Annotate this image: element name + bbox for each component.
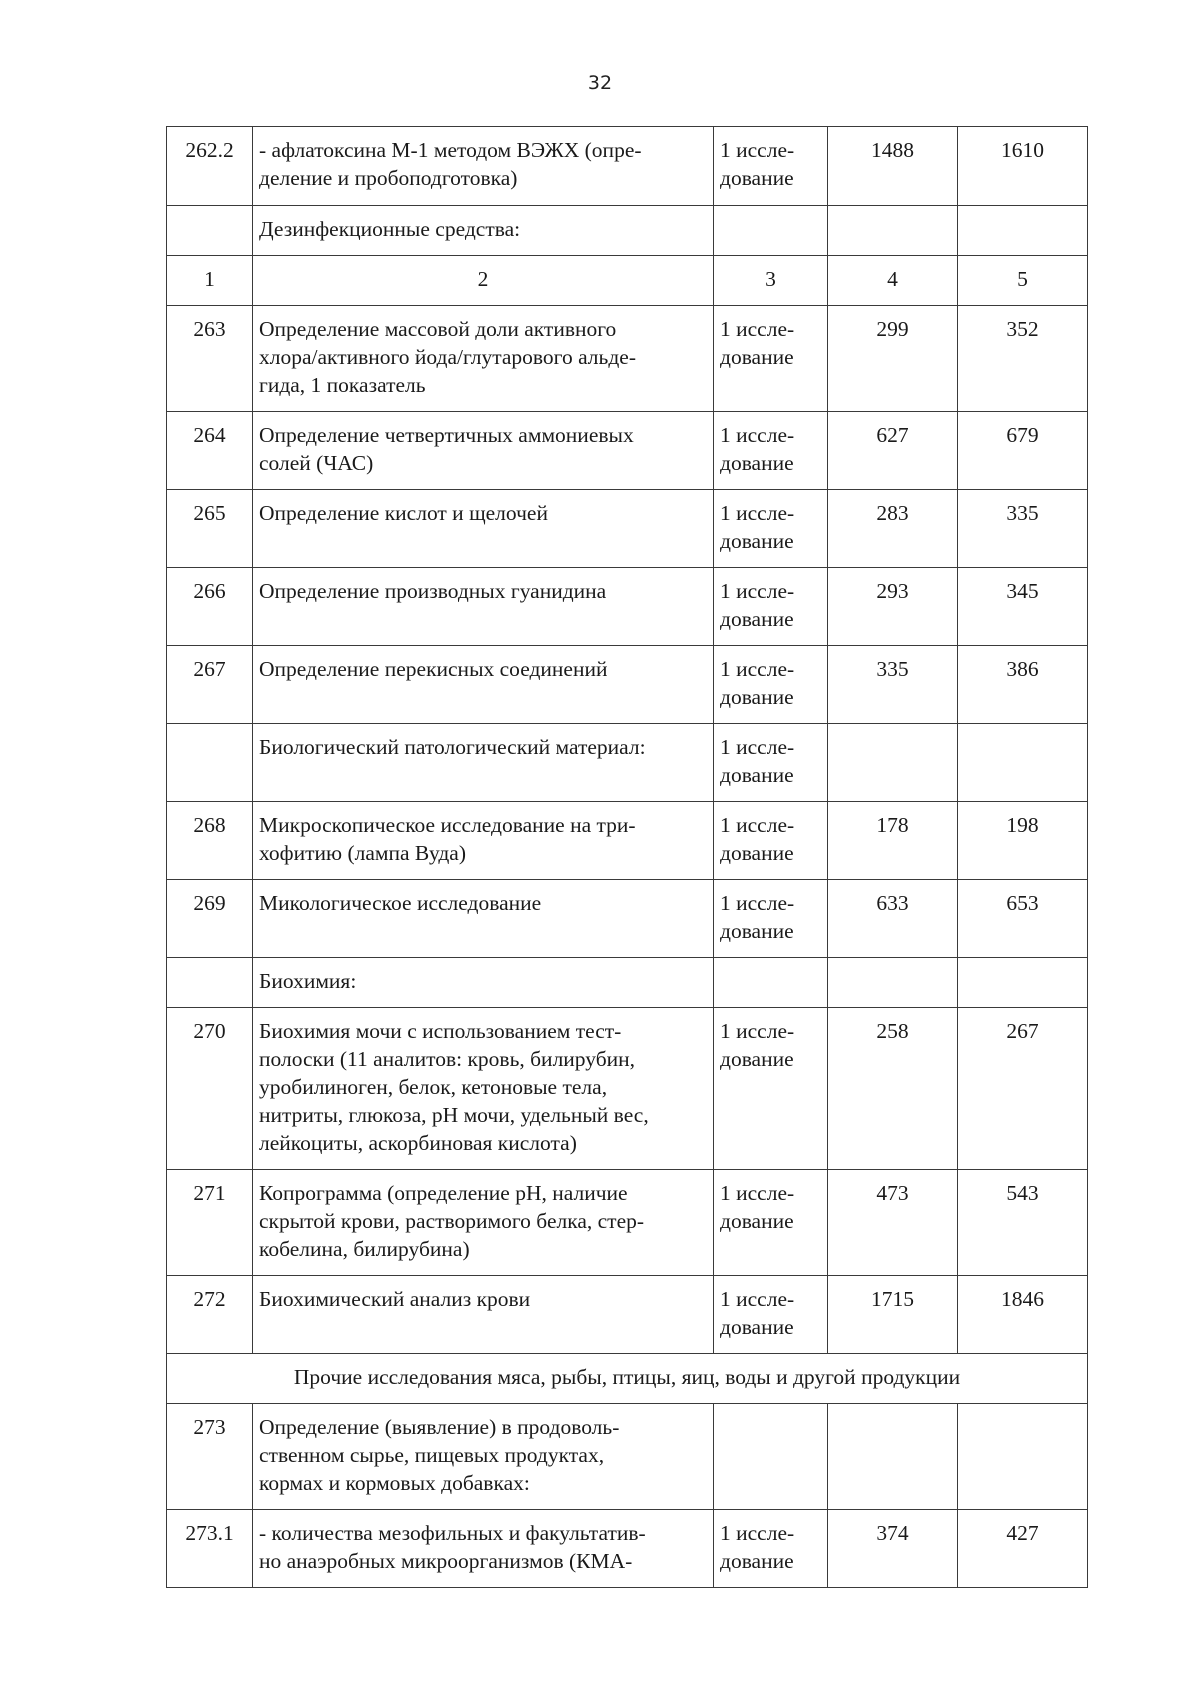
text-line: кобелина, билирубина) bbox=[259, 1237, 470, 1261]
unit-cell bbox=[714, 646, 828, 724]
text-line: 1 иссле- bbox=[720, 138, 795, 162]
text-line: дование bbox=[720, 1209, 794, 1233]
text-line: 1 иссле- bbox=[720, 1521, 795, 1545]
text-line: 1 иссле- bbox=[720, 501, 795, 525]
text-line: 1 иссле- bbox=[720, 735, 795, 759]
text-line: Микологическое исследование bbox=[259, 891, 542, 915]
item-number-cell: 273.1 bbox=[167, 1510, 253, 1588]
table-row bbox=[167, 880, 1088, 958]
text-line: Биологический патологический материал: bbox=[259, 735, 646, 759]
text-line: хлора/активного йода/глутарового альде- bbox=[259, 345, 636, 369]
item-number-cell: 270 bbox=[167, 1008, 253, 1170]
item-name-cell bbox=[253, 1510, 714, 1588]
text-line: ственном сырье, пищевых продуктах, bbox=[259, 1443, 605, 1467]
text-line: скрытой крови, растворимого белка, стер- bbox=[259, 1209, 645, 1233]
item-number-cell: 264 bbox=[167, 412, 253, 490]
table-row bbox=[167, 1008, 1088, 1170]
item-number-cell: 266 bbox=[167, 568, 253, 646]
unit-cell bbox=[714, 1404, 828, 1510]
unit-cell bbox=[714, 958, 828, 1008]
text-line: дование bbox=[720, 1549, 794, 1573]
text-line: кормах и кормовых добавках: bbox=[259, 1471, 530, 1495]
text-line: солей (ЧАС) bbox=[259, 451, 374, 475]
text-line: нитриты, глюкоза, pH мочи, удельный вес, bbox=[259, 1103, 649, 1127]
price-cell: 543 bbox=[958, 1170, 1088, 1276]
price-cell: 1715 bbox=[828, 1276, 958, 1354]
unit-cell bbox=[714, 412, 828, 490]
unit-cell bbox=[714, 880, 828, 958]
text-line: дование bbox=[720, 841, 794, 865]
table-row bbox=[167, 1404, 1088, 1510]
text-line: 1 иссле- bbox=[720, 657, 795, 681]
price-cell: 1846 bbox=[958, 1276, 1088, 1354]
column-number-cell: 4 bbox=[828, 256, 958, 306]
text-line: Определение (выявление) в продоволь- bbox=[259, 1415, 620, 1439]
price-cell: 374 bbox=[828, 1510, 958, 1588]
text-line: 1 иссле- bbox=[720, 813, 795, 837]
column-number-row bbox=[167, 256, 1088, 306]
text-line: Определение производных гуанидина bbox=[259, 579, 607, 603]
price-cell bbox=[958, 958, 1088, 1008]
text-line: 1 иссле- bbox=[720, 1181, 795, 1205]
text-line: дование bbox=[720, 166, 794, 190]
text-line: хофитию (лампа Вуда) bbox=[259, 841, 467, 865]
text-line: дование bbox=[720, 529, 794, 553]
price-cell: 299 bbox=[828, 306, 958, 412]
price-cell bbox=[828, 1404, 958, 1510]
text-line: дование bbox=[720, 345, 794, 369]
section-heading-cell bbox=[167, 1354, 1088, 1404]
price-cell: 293 bbox=[828, 568, 958, 646]
unit-cell bbox=[714, 306, 828, 412]
price-cell bbox=[828, 958, 958, 1008]
unit-cell bbox=[714, 1510, 828, 1588]
table-body bbox=[167, 127, 1088, 1588]
column-number-cell: 5 bbox=[958, 256, 1088, 306]
table-row bbox=[167, 127, 1088, 206]
unit-cell bbox=[714, 1008, 828, 1170]
text-line: Определение перекисных соединений bbox=[259, 657, 608, 681]
price-cell: 345 bbox=[958, 568, 1088, 646]
table-row bbox=[167, 724, 1088, 802]
price-cell: 283 bbox=[828, 490, 958, 568]
text-line: деление и пробоподготовка) bbox=[259, 166, 518, 190]
price-cell: 627 bbox=[828, 412, 958, 490]
unit-cell bbox=[714, 1276, 828, 1354]
text-line: Биохимия мочи с использованием тест- bbox=[259, 1019, 622, 1043]
text-line: - афлатоксина М-1 методом ВЭЖХ (опре- bbox=[259, 138, 642, 162]
table-row bbox=[167, 306, 1088, 412]
section-heading-cell bbox=[253, 958, 714, 1008]
table-row bbox=[167, 1510, 1088, 1588]
unit-cell bbox=[714, 490, 828, 568]
price-cell: 1610 bbox=[958, 127, 1088, 206]
text-line: 1 иссле- bbox=[720, 423, 795, 447]
table-row bbox=[167, 568, 1088, 646]
text-line: 1 иссле- bbox=[720, 317, 795, 341]
column-number-cell: 2 bbox=[253, 256, 714, 306]
text-line: 1 иссле- bbox=[720, 1019, 795, 1043]
item-name-cell bbox=[253, 1170, 714, 1276]
text-line: 1 иссле- bbox=[720, 891, 795, 915]
text-line: Определение массовой доли активного bbox=[259, 317, 617, 341]
text-line: Определение четвертичных аммониевых bbox=[259, 423, 634, 447]
item-number-cell bbox=[167, 206, 253, 256]
item-number-cell: 262.2 bbox=[167, 127, 253, 206]
text-line: уробилиноген, белок, кетоновые тела, bbox=[259, 1075, 608, 1099]
text-line: Микроскопическое исследование на три- bbox=[259, 813, 636, 837]
price-cell: 427 bbox=[958, 1510, 1088, 1588]
section-row bbox=[167, 206, 1088, 256]
text-line: полоски (11 аналитов: кровь, билирубин, bbox=[259, 1047, 636, 1071]
text-line: 1 иссле- bbox=[720, 579, 795, 603]
section-row bbox=[167, 958, 1088, 1008]
unit-cell bbox=[714, 568, 828, 646]
item-number-cell: 267 bbox=[167, 646, 253, 724]
text-line: лейкоциты, аскорбиновая кислота) bbox=[259, 1131, 577, 1155]
item-name-cell bbox=[253, 1008, 714, 1170]
price-table bbox=[166, 126, 1088, 1588]
item-number-cell: 268 bbox=[167, 802, 253, 880]
text-line: дование bbox=[720, 451, 794, 475]
column-number-cell: 1 bbox=[167, 256, 253, 306]
column-number-cell: 3 bbox=[714, 256, 828, 306]
price-cell: 679 bbox=[958, 412, 1088, 490]
text-line: Биохимический анализ крови bbox=[259, 1287, 531, 1311]
table-row bbox=[167, 412, 1088, 490]
text-line: дование bbox=[720, 919, 794, 943]
item-name-cell bbox=[253, 880, 714, 958]
text-line: дование bbox=[720, 685, 794, 709]
page-number: 32 bbox=[587, 72, 613, 94]
item-number-cell: 263 bbox=[167, 306, 253, 412]
table-row bbox=[167, 1276, 1088, 1354]
price-cell: 352 bbox=[958, 306, 1088, 412]
price-cell: 258 bbox=[828, 1008, 958, 1170]
price-cell bbox=[828, 206, 958, 256]
table-row bbox=[167, 802, 1088, 880]
item-name-cell bbox=[253, 412, 714, 490]
item-name-cell bbox=[253, 724, 714, 802]
price-cell bbox=[958, 1404, 1088, 1510]
unit-cell bbox=[714, 127, 828, 206]
text-line: Дезинфекционные средства: bbox=[259, 217, 521, 241]
price-cell: 653 bbox=[958, 880, 1088, 958]
text-line: но анаэробных микроорганизмов (КМА- bbox=[259, 1549, 633, 1573]
item-number-cell bbox=[167, 958, 253, 1008]
text-line: Прочие исследования мяса, рыбы, птицы, яиц, воды и другой продукции bbox=[293, 1365, 961, 1389]
price-cell: 335 bbox=[828, 646, 958, 724]
item-name-cell bbox=[253, 1404, 714, 1510]
table-row bbox=[167, 1170, 1088, 1276]
table-row bbox=[167, 490, 1088, 568]
item-name-cell bbox=[253, 646, 714, 724]
price-cell bbox=[958, 724, 1088, 802]
text-line: 1 иссле- bbox=[720, 1287, 795, 1311]
section-heading-cell bbox=[253, 206, 714, 256]
item-number-cell: 265 bbox=[167, 490, 253, 568]
unit-cell bbox=[714, 206, 828, 256]
text-line: дование bbox=[720, 1315, 794, 1339]
price-cell: 473 bbox=[828, 1170, 958, 1276]
text-line: Копрограмма (определение pH, наличие bbox=[259, 1181, 628, 1205]
price-cell: 267 bbox=[958, 1008, 1088, 1170]
unit-cell bbox=[714, 724, 828, 802]
price-cell bbox=[828, 724, 958, 802]
price-cell: 335 bbox=[958, 490, 1088, 568]
item-name-cell bbox=[253, 127, 714, 206]
text-line: дование bbox=[720, 763, 794, 787]
text-line: Определение кислот и щелочей bbox=[259, 501, 548, 525]
text-line: дование bbox=[720, 1047, 794, 1071]
price-cell: 1488 bbox=[828, 127, 958, 206]
price-cell: 198 bbox=[958, 802, 1088, 880]
text-line: гида, 1 показатель bbox=[259, 373, 426, 397]
text-line: - количества мезофильных и факультатив- bbox=[259, 1521, 646, 1545]
item-name-cell bbox=[253, 802, 714, 880]
text-line: дование bbox=[720, 607, 794, 631]
item-number-cell: 273 bbox=[167, 1404, 253, 1510]
price-cell: 633 bbox=[828, 880, 958, 958]
item-name-cell bbox=[253, 1276, 714, 1354]
table-row bbox=[167, 646, 1088, 724]
price-cell: 386 bbox=[958, 646, 1088, 724]
item-name-cell bbox=[253, 568, 714, 646]
item-number-cell: 272 bbox=[167, 1276, 253, 1354]
text-line: Биохимия: bbox=[259, 969, 357, 993]
unit-cell bbox=[714, 802, 828, 880]
price-cell: 178 bbox=[828, 802, 958, 880]
section-row bbox=[167, 1354, 1088, 1404]
item-number-cell: 269 bbox=[167, 880, 253, 958]
item-name-cell bbox=[253, 490, 714, 568]
unit-cell bbox=[714, 1170, 828, 1276]
price-cell bbox=[958, 206, 1088, 256]
item-number-cell bbox=[167, 724, 253, 802]
item-number-cell: 271 bbox=[167, 1170, 253, 1276]
item-name-cell bbox=[253, 306, 714, 412]
